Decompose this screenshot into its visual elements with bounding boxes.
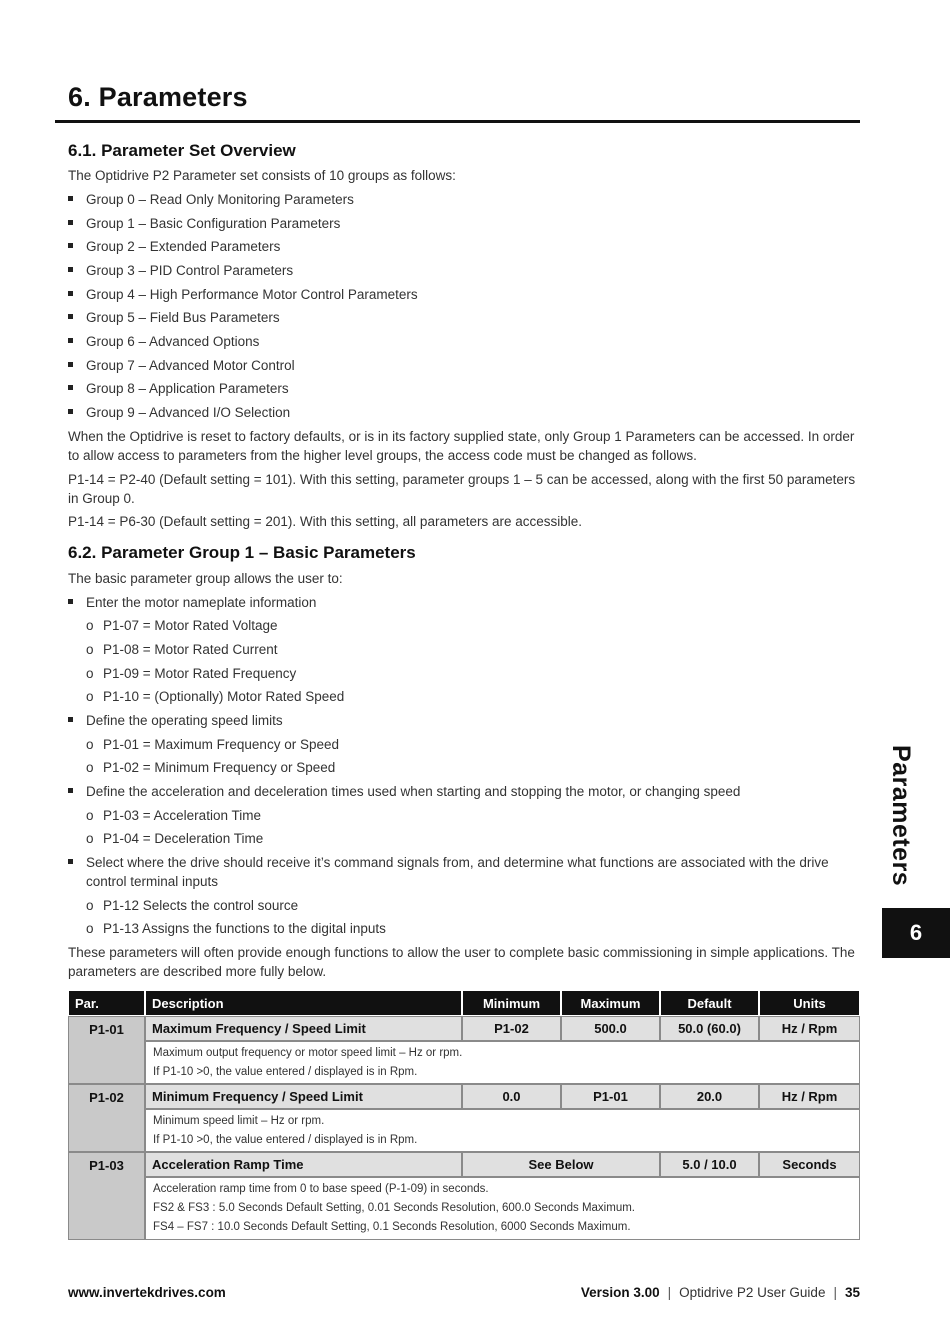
param-description: Maximum output frequency or motor speed limit – Hz or rpm. If P1-10 >0, the value entered / displayed is in Rpm. xyxy=(145,1041,860,1084)
sub-list-item: o P1-01 = Maximum Frequency or Speed xyxy=(86,737,339,752)
title-rule xyxy=(55,120,860,123)
param-name: Minimum Frequency / Speed Limit xyxy=(145,1084,462,1109)
access-code-2: P1-14 = P6-30 (Default setting = 201). With this setting, all parameters are accessible. xyxy=(68,514,583,529)
sub-list-item: o P1-04 = Deceleration Time xyxy=(86,831,264,846)
param-default: 5.0 / 10.0 xyxy=(660,1152,759,1177)
side-tab-label: Parameters xyxy=(887,745,915,887)
param-units: Seconds xyxy=(759,1152,860,1177)
param-name: Maximum Frequency / Speed Limit xyxy=(145,1016,462,1041)
param-id: P1-03 xyxy=(68,1152,145,1240)
access-code-1: P1-14 = P2-40 (Default setting = 101). With this setting, parameter groups 1 – 5 can be accessed, along with the first 50 parameters in Group 0. xyxy=(68,472,856,506)
side-tab-number: 6 xyxy=(882,908,950,958)
sub-list-item: o P1-13 Assigns the functions to the digital inputs xyxy=(86,921,386,936)
overview-intro: The Optidrive P2 Parameter set consists of 10 groups as follows: xyxy=(68,168,456,183)
group1-intro: The basic parameter group allows the user to: xyxy=(68,571,343,586)
header-description: Description xyxy=(145,990,462,1016)
sub-list-item: o P1-02 = Minimum Frequency or Speed xyxy=(86,760,336,775)
header-par: Par. xyxy=(68,990,145,1016)
param-id: P1-02 xyxy=(68,1084,145,1152)
sub-list-item: o P1-09 = Motor Rated Frequency xyxy=(86,666,297,681)
chapter-title: 6. Parameters xyxy=(68,82,248,112)
param-units: Hz / Rpm xyxy=(759,1016,860,1041)
header-default: Default xyxy=(660,990,759,1016)
section-heading-overview: 6.1. Parameter Set Overview xyxy=(68,141,296,160)
section-heading-group1: 6.2. Parameter Group 1 – Basic Parameters xyxy=(68,543,416,562)
param-id: P1-01 xyxy=(68,1016,145,1084)
param-description: Minimum speed limit – Hz or rpm. If P1-10 >0, the value entered / displayed is in Rpm. xyxy=(145,1109,860,1152)
param-minimum: 0.0 xyxy=(462,1084,561,1109)
param-units: Hz / Rpm xyxy=(759,1084,860,1109)
header-units: Units xyxy=(759,990,860,1016)
footer-website-link[interactable]: www.invertekdrives.com xyxy=(68,1285,226,1300)
group1-outro: These parameters will often provide enough functions to allow the user to complete basic commissioning in simple applications. The parameters are described more fully below. xyxy=(68,945,855,979)
footer-guide-title: Optidrive P2 User Guide xyxy=(679,1285,826,1300)
param-maximum: 500.0 xyxy=(561,1016,660,1041)
param-default: 20.0 xyxy=(660,1084,759,1109)
param-maximum: P1-01 xyxy=(561,1084,660,1109)
sub-list-item: o P1-12 Selects the control source xyxy=(86,898,299,913)
param-name: Acceleration Ramp Time xyxy=(145,1152,462,1177)
param-description: Acceleration ramp time from 0 to base speed (P-1-09) in seconds. FS2 & FS3 : 5.0 Seconds Default Setting, 0.01 Seconds Resolution, 600.0 Seconds Maximum. FS4 – FS7 : 10.0 Seconds Default Setting, 0.1 Seconds Resolution, 6000 Seconds Maximum. xyxy=(145,1177,860,1240)
param-minimum: P1-02 xyxy=(462,1016,561,1041)
header-maximum: Maximum xyxy=(561,990,660,1016)
page-number: 35 xyxy=(844,1285,860,1300)
param-default: 50.0 (60.0) xyxy=(660,1016,759,1041)
footer-info: Version 3.00 | Optidrive P2 User Guide | 35 xyxy=(580,1285,860,1300)
access-paragraph: When the Optidrive is reset to factory defaults, or is in its factory supplied state, only Group 1 Parameters can be accessed. In order to allow access to parameters from the higher level groups, the access code must be changed as follows. xyxy=(68,429,855,463)
header-minimum: Minimum xyxy=(462,990,561,1016)
sub-list-item: o P1-07 = Motor Rated Voltage xyxy=(86,618,278,633)
param-min-max: See Below xyxy=(462,1152,660,1177)
sub-list-item: o P1-08 = Motor Rated Current xyxy=(86,642,278,657)
sub-list-item: o P1-10 = (Optionally) Motor Rated Speed xyxy=(86,689,345,704)
sub-list-item: o P1-03 = Acceleration Time xyxy=(86,808,261,823)
document-page: 6. Parameters 6.1. Parameter Set Overview The Optidrive P2 Parameter set consists of 10 groups as follows: Group 0 – Read Only Monitoring Parameters Group 1 – Basic Configuration Parameters Group 2 – Extended Parameters Group 3 – PID Control Parameters Group 4 – High Performance Motor Control Parameters Group 5 – Field Bus Parameters Group 6 – Advanced Options Group 7 – Advanced Motor Control Group 8 – Application Parameters Group 9 – Advanced I/O Selection When the Optidrive is reset to factory defaults, or is in its factory supplied state, only Group 1 Parameters can be accessed. In order to allow access to parameters from the higher level groups, the access code must be changed as follows. P1-14 = P2-40 (Default setting = 101). With this setting, parameter groups 1 – 5 can be accessed, along with the first 50 parameters in Group 0. P1-14 = P6-30 (Default setting = 201). With this setting, all parameters are accessible. 6.2. Parameter Group 1 – Basic Parameters The basic parameter group allows the user to: Enter the motor nameplate information o P1-07 = Motor Rated Voltage o P1-08 = Motor Rated Current o P1-09 = Motor Rated Frequency o P1-10 = (Optionally) Motor Rated Speed Define the operating speed limits o P1-01 = Maximum Frequency or Speed o P1-02 = Minimum Frequency or Speed Define the acceleration and deceleration times used when starting and stopping the motor, or changing speed o P1-03 = Acceleration Time o P1-04 = Deceleration Time Select where the drive should receive it’s command signals from, and determine what functions are associated with the drive control terminal inputs o P1-12 Selects the control source o P1-13 Assigns the functions to the digital inputs These parameters will often provide enough functions to allow the user to complete basic commissioning in simple applications. The parameters are described more fully below. Parameters 6 Par. Description Minimum Maximum Default Units P1-01 Maximum Frequency / Speed Limit P1-02 500.0 50.0 (60.0) Hz / Rpm Maximum output frequency or motor speed limit – Hz or rpm. If P1-10 >0, the value entered / displayed is in Rpm. P1-02 Minimum Frequency / Speed Limit 0.0 P1-01 20.0 Hz / Rpm Minimum speed limit – Hz or rpm. If P1-10 >0, the value entered / displayed is in Rpm. P1-03 Acceleration Ramp Time See Below 5.0 / 10.0 Seconds Acceleration ramp time from 0 to base speed (P-1-09) in seconds. FS2 & FS3 : 5.0 Seconds Default Setting, 0.01 Seconds Resolution, 600.0 Seconds Maximum. FS4 – FS7 : 10.0 Seconds Default Setting, 0.1 Seconds Resolution, 6000 Seconds Maximum. www.invertekdrives.com Version 3.00 | Optidrive P2 User Guide | 35 xyxy=(0,0,950,1342)
footer-version: Version 3.00 xyxy=(580,1285,660,1300)
